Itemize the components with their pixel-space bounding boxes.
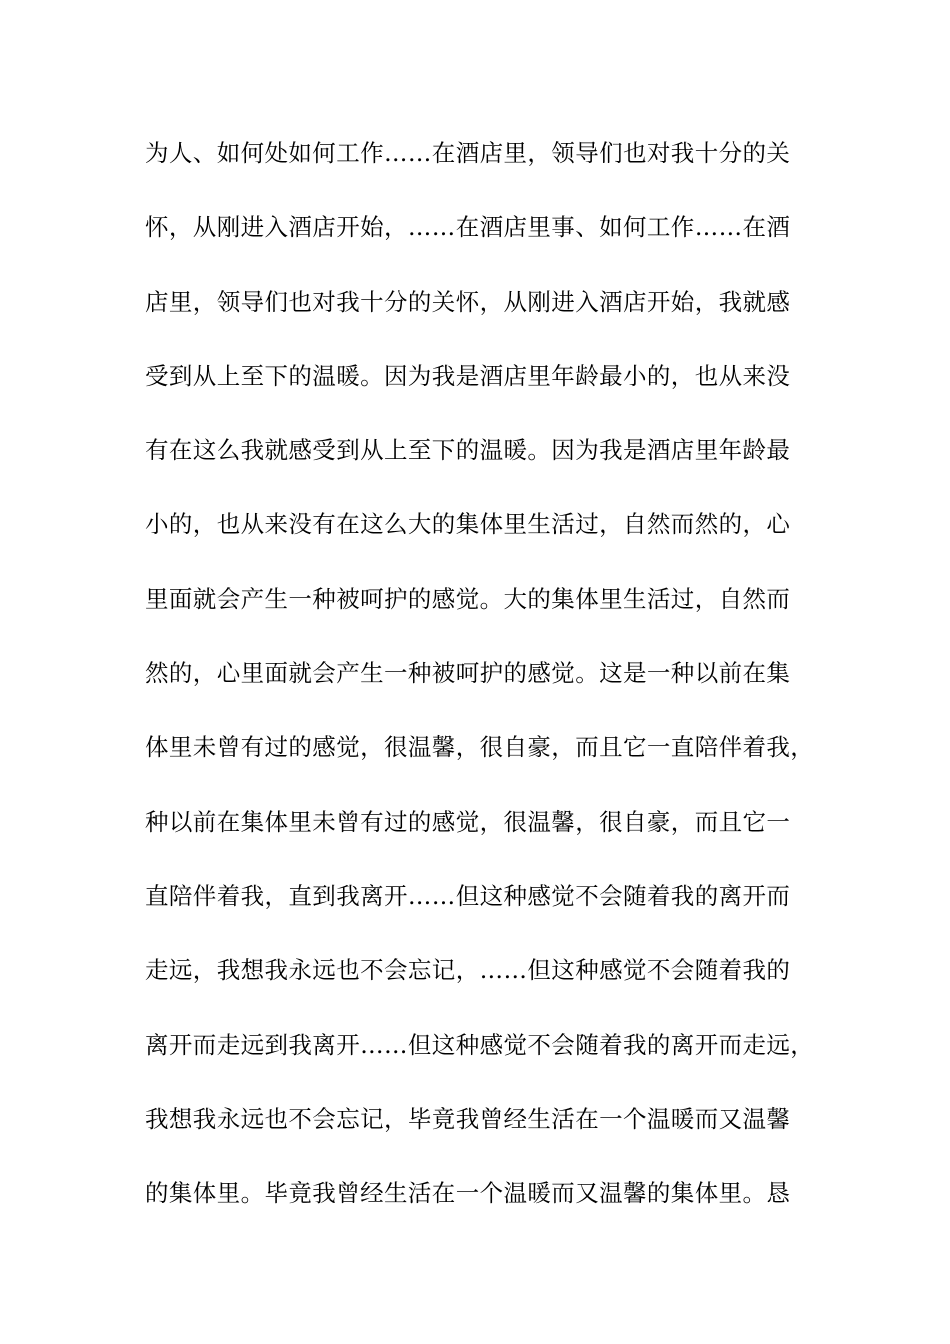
text-line-5: 有在这么我就感受到从上至下的温暖。因为我是酒店里年龄最 [145,436,791,465]
text-line-15: 的集体里。毕竟我曾经生活在一个温暖而又温馨的集体里。恳 [145,1179,791,1208]
text-line-13: 离开而走远到我离开……但这种感觉不会随着我的离开而走远， [145,1030,815,1059]
text-line-14: 我想我永远也不会忘记，毕竟我曾经生活在一个温暖而又温馨 [145,1104,791,1133]
body-text [145,130,835,1244]
text-line-11: 直陪伴着我，直到我离开……但这种感觉不会随着我的离开而 [145,881,791,910]
text-line-10: 种以前在集体里未曾有过的感觉，很温馨，很自豪，而且它一 [145,807,791,836]
text-line-12: 走远，我想我永远也不会忘记，……但这种感觉不会随着我的 [145,956,791,985]
text-line-7: 里面就会产生一种被呵护的感觉。大的集体里生活过，自然而 [145,584,791,613]
text-line-4: 受到从上至下的温暖。因为我是酒店里年龄最小的，也从来没 [145,361,791,390]
text-line-8: 然的，心里面就会产生一种被呵护的感觉。这是一种以前在集 [145,659,791,688]
text-line-6: 小的，也从来没有在这么大的集体里生活过，自然而然的，心 [145,510,791,539]
text-line-2: 怀，从刚进入酒店开始，……在酒店里事、如何工作……在酒 [145,213,791,242]
text-line-3: 店里，领导们也对我十分的关怀，从刚进入酒店开始，我就感 [145,287,791,316]
text-line-9: 体里未曾有过的感觉，很温馨，很自豪，而且它一直陪伴着我， [145,733,815,762]
text-line-1: 为人、如何处如何工作……在酒店里，领导们也对我十分的关 [145,139,791,167]
